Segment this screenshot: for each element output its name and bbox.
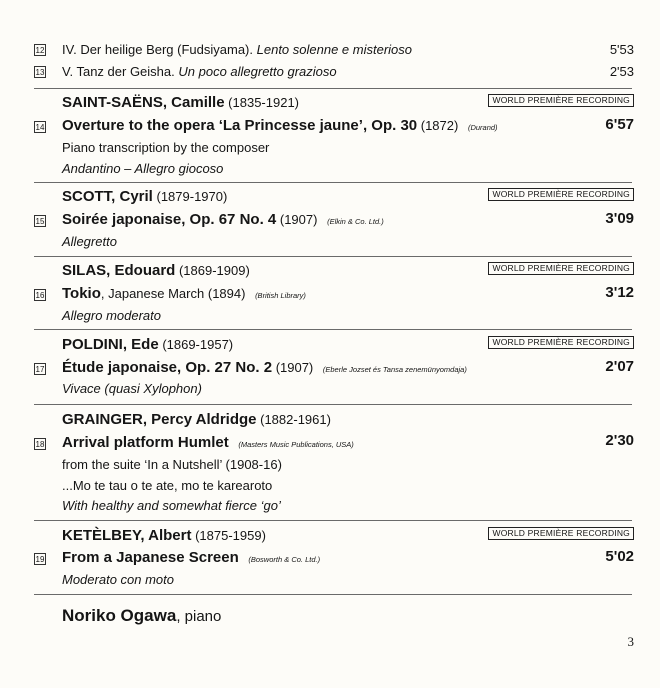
composer-line xyxy=(62,263,250,279)
performer-instrument: , piano xyxy=(176,608,222,625)
track-title: V. Tanz der Geisha. xyxy=(62,64,175,79)
composer-years: (1869-1957) xyxy=(162,337,234,352)
divider xyxy=(34,404,632,405)
track-number-badge: 14 xyxy=(35,123,45,132)
work-year: (1872) xyxy=(420,118,459,133)
work-title: Soirée japonaise, Op. 67 No. 4 xyxy=(62,211,277,228)
composer-name: POLDINI, Ede xyxy=(62,336,159,353)
tempo-marking: Allegro moderato xyxy=(62,308,161,323)
work-title: From a Japanese Screen xyxy=(62,549,239,566)
track-number-badge: 13 xyxy=(35,68,45,77)
track-number-badge: 18 xyxy=(35,440,45,449)
publisher: (British Library) xyxy=(255,291,306,300)
work-line xyxy=(62,550,320,568)
track-tempo: Lento solenne e misterioso xyxy=(256,42,412,57)
track-duration: 2'53 xyxy=(609,64,634,79)
composer-name: SCOTT, Cyril xyxy=(62,188,153,205)
work-title: Étude japonaise, Op. 27 No. 2 xyxy=(62,359,273,376)
composer-years: (1882-1961) xyxy=(260,412,331,427)
track-number-badge: 17 xyxy=(35,365,45,374)
world-premiere-badge: WORLD PREMIÈRE RECORDING xyxy=(488,94,634,107)
track-duration: 3'12 xyxy=(605,284,634,301)
publisher: (Masters Music Publications, USA) xyxy=(238,440,354,449)
composer-line xyxy=(62,337,233,353)
world-premiere-badge: WORLD PREMIÈRE RECORDING xyxy=(488,336,634,349)
composer-line xyxy=(62,189,227,205)
performer-name: Noriko Ogawa xyxy=(62,606,177,625)
tempo-marking: Allegretto xyxy=(62,234,117,249)
composer-years: (1869-1909) xyxy=(178,263,250,278)
performer-credit xyxy=(62,606,221,626)
divider xyxy=(34,182,632,183)
tempo-marking: With healthy and somewhat fierce ‘go’ xyxy=(62,498,281,513)
composer-years: (1879-1970) xyxy=(156,189,228,204)
work-line xyxy=(62,360,467,378)
composer-years: (1835-1921) xyxy=(228,95,299,110)
work-line xyxy=(62,212,384,230)
composer-name: KETÈLBEY, Albert xyxy=(62,527,192,544)
divider xyxy=(34,256,632,257)
world-premiere-badge: WORLD PREMIÈRE RECORDING xyxy=(488,262,634,275)
tempo-marking: Vivace (quasi Xylophon) xyxy=(62,381,202,396)
composer-name: SAINT-SAËNS, Camille xyxy=(62,94,225,111)
work-line xyxy=(62,435,354,453)
work-subtitle: , Japanese March xyxy=(100,286,205,301)
publisher: (Elkin & Co. Ltd.) xyxy=(327,217,384,226)
track-duration: 3'09 xyxy=(605,210,634,227)
publisher: (Bosworth & Co. Ltd.) xyxy=(248,555,321,564)
divider xyxy=(34,88,632,89)
work-year: (1894) xyxy=(207,286,246,301)
track-number-badge: 12 xyxy=(35,46,45,55)
note-line: from the suite ‘In a Nutshell’ (1908-16) xyxy=(62,457,282,472)
track-duration: 5'53 xyxy=(609,42,634,57)
work-line xyxy=(62,286,306,304)
track-duration: 2'30 xyxy=(605,432,634,449)
composer-line xyxy=(62,95,299,111)
track-title: IV. Der heilige Berg (Fudsiyama). xyxy=(62,42,253,57)
track-tempo: Un poco allegretto grazioso xyxy=(178,64,337,79)
page-number: 3 xyxy=(627,634,634,649)
track-line xyxy=(62,64,337,80)
composer-line xyxy=(62,528,266,544)
world-premiere-badge: WORLD PREMIÈRE RECORDING xyxy=(488,188,634,201)
work-title: Overture to the opera ‘La Princesse jaune’, Op. 30 xyxy=(62,117,418,134)
divider xyxy=(34,329,632,330)
note-line: Piano transcription by the composer xyxy=(62,140,270,155)
work-title: Arrival platform Humlet xyxy=(62,434,229,451)
work-line xyxy=(62,118,498,136)
composer-name: SILAS, Edouard xyxy=(62,262,176,279)
track-duration: 6'57 xyxy=(605,116,634,133)
work-year: (1907) xyxy=(275,360,314,375)
work-year: (1907) xyxy=(279,212,318,227)
note-line: ...Mo te tau o te ate, mo te karearoto xyxy=(62,478,273,493)
work-title: Tokio xyxy=(62,285,101,302)
tempo-marking: Andantino – Allegro giocoso xyxy=(62,161,224,176)
composer-line xyxy=(62,412,331,428)
track-line xyxy=(62,42,412,58)
composer-years: (1875-1959) xyxy=(195,528,266,543)
track-number-badge: 16 xyxy=(35,291,45,300)
world-premiere-badge: WORLD PREMIÈRE RECORDING xyxy=(488,527,634,540)
composer-name: GRAINGER, Percy Aldridge xyxy=(62,411,257,428)
track-duration: 5'02 xyxy=(605,548,634,565)
track-duration: 2'07 xyxy=(605,358,634,375)
tempo-marking: Moderato con moto xyxy=(62,572,175,587)
track-number-badge: 15 xyxy=(35,217,45,226)
divider xyxy=(34,594,632,595)
publisher: (Durand) xyxy=(467,123,498,132)
divider xyxy=(34,520,632,521)
publisher: (Eberle Jozset és Tansa zenemünyomdaja) xyxy=(322,365,467,374)
track-number-badge: 19 xyxy=(35,555,45,564)
